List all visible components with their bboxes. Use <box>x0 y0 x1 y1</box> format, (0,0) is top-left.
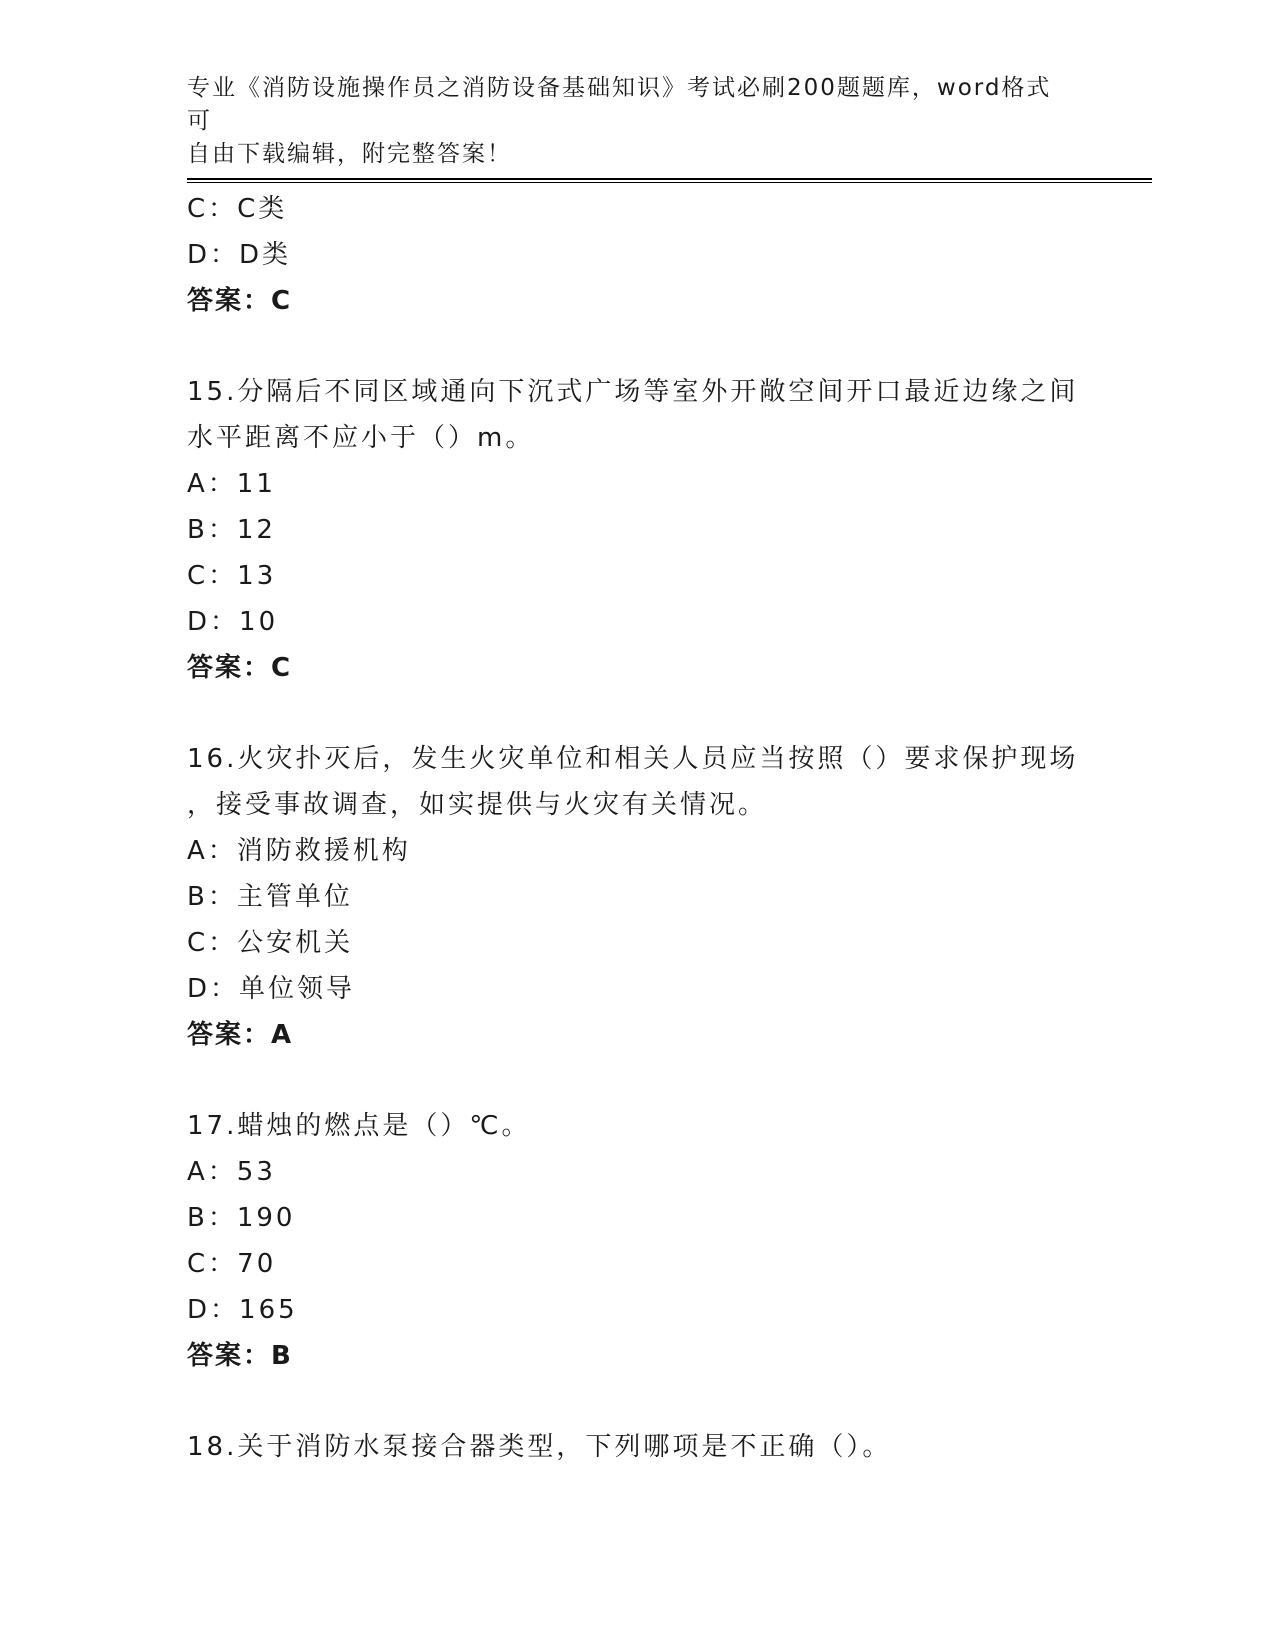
question-17-text-1: 17.蜡烛的燃点是（）℃。 <box>187 1111 531 1141</box>
option-a: A：11 <box>187 469 276 499</box>
option-c: C：70 <box>187 1249 277 1279</box>
question-18-text-1: 18.关于消防水泵接合器类型，下列哪项是不正确（）。 <box>187 1432 892 1462</box>
answer: 答案：B <box>187 1341 293 1371</box>
option-c: C：13 <box>187 561 277 591</box>
option-b: B：12 <box>187 515 276 545</box>
option-a: A：消防救援机构 <box>187 836 411 866</box>
option-b: B：主管单位 <box>187 882 353 912</box>
question-16-text-2: ，接受事故调查，如实提供与火灾有关情况。 <box>187 790 768 820</box>
question-15-text-2: 水平距离不应小于（）m。 <box>187 423 535 453</box>
option-d: D：D类 <box>187 240 292 270</box>
option-d: D：165 <box>187 1295 298 1325</box>
question-list <box>187 186 1087 1470</box>
option-d: D：10 <box>187 607 279 637</box>
question-15-text-1: 15.分隔后不同区域通向下沉式广场等室外开敞空间开口最近边缘之间 <box>187 377 1079 407</box>
option-a: A：53 <box>187 1157 276 1187</box>
header-line-2: 自由下载编辑，附完整答案！ <box>187 141 512 167</box>
header-divider <box>187 178 1152 183</box>
option-b: B：190 <box>187 1203 296 1233</box>
document-header <box>187 72 1067 171</box>
answer: 答案：C <box>187 286 293 316</box>
option-c: C：C类 <box>187 194 288 224</box>
option-c: C：公安机关 <box>187 928 354 958</box>
answer: 答案：A <box>187 1020 294 1050</box>
question-16-text-1: 16.火灾扑灭后，发生火灾单位和相关人员应当按照（）要求保护现场 <box>187 744 1079 774</box>
header-line-1: 专业《消防设施操作员之消防设备基础知识》考试必刷200题题库，word格式可 <box>187 75 1052 134</box>
answer: 答案：C <box>187 653 293 683</box>
option-d: D：单位领导 <box>187 974 356 1004</box>
